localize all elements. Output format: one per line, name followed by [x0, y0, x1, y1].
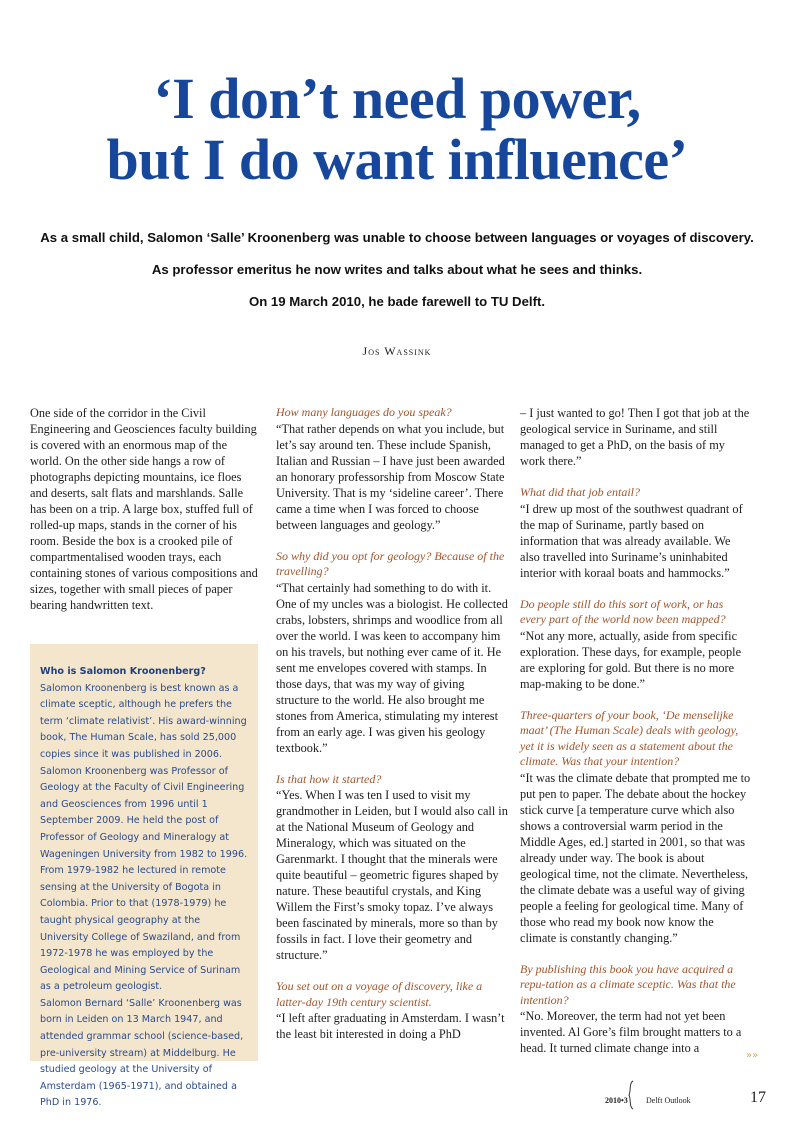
interview-question: Is that how it started?: [276, 771, 382, 786]
continue-marker: »»: [746, 1050, 759, 1061]
interview-answer: “I left after graduating in Amsterdam. I wasn’t the least bit interested in doing a PhD: [276, 1011, 505, 1041]
interview-question: Three-quarters of your book, ‘De menselijke maat’ (The Human Scale) deals with geology, yet it is widely seen as a statement about the climate. Was that your intention?: [520, 707, 739, 768]
sidebar-paragraph: Salomon Bernard ‘Salle’ Kroonenberg was born in Leiden on 13 March 1947, and attended grammar school (science-based, pre-university stream) at Middelburg. He studied geology at the University of Amsterdam (1965-1971), and obtained a PhD in 1976.: [40, 997, 244, 1109]
interview-question: So why did you opt for geology? Because of the travelling?: [276, 548, 505, 578]
headline-line-1: ‘I don’t need power,: [153, 66, 641, 131]
interview-question: What did that job entail?: [520, 485, 640, 499]
footer-issue: 2010•3: [605, 1096, 628, 1105]
page-number: 17: [750, 1089, 766, 1106]
interview-answer: “It was the climate debate that prompted me to put pen to paper. The debate about the hockey stick curve [a temperature curve which also shows a controversial warm period in the Middle Ages, ed.] started in 2001, so that was already under way. The book is about geological time, not the climate. Nevertheless, the climate debate was a useful way of giving people a feeling for geological time. Many of those who read my book now know the climate is constantly changing.”: [520, 770, 751, 945]
column-3: [520, 405, 752, 1056]
interview-question: Do people still do this sort of work, or has every part of the world now been mapped?: [520, 596, 726, 626]
column-2: [276, 405, 508, 1042]
interview-question: You set out on a voyage of discovery, like a latter-day 19th century scientist.: [276, 979, 483, 1009]
intro-line-1: As a small child, Salomon ‘Salle’ Kroonenberg was unable to choose between languages or voyages of discovery.: [40, 230, 754, 245]
interview-question: By publishing this book you have acquired a repu-tation as a climate sceptic. Was that the intention?: [520, 961, 736, 1007]
interview-answer: – I just wanted to go! Then I got that job at the geological service in Suriname, and still managed to get a PhD, on the basis of my work there.”: [520, 406, 750, 468]
footer-bracket-icon: [626, 1080, 636, 1110]
interview-answer: “That certainly had something to do with it. One of my uncles was a biologist. He collected crabs, lobsters, shrimps and woodlice from all over the world. I was keen to accompany him on his travels, but nothing ever came of it. He sent me envelopes covered with stamps. In those days, that was my way of giving structure to the world. He also brought me stones from America, stimulating my interest from an early age. I was given his geology textbook.”: [276, 580, 508, 755]
interview-answer: “Yes. When I was ten I used to visit my grandmother in Leiden, but I would also call in at the National Museum of Geology and Mineralogy, which was situated on the Garenmarkt. I thought that the minerals were quite beautiful – geometric figures shaped by nature. These beautiful crystals, and King Willem the First’s smoky topaz. I’ve always been fascinated by minerals, more so than by fossils in fact. I love their geometry and structure.”: [276, 788, 508, 962]
interview-question: How many languages do you speak?: [276, 405, 452, 419]
bio-sidebar: [30, 644, 258, 1109]
intro-line-3: On 19 March 2010, he bade farewell to TU Delft.: [248, 294, 546, 309]
column-1: [30, 405, 260, 613]
lead-paragraph: One side of the corridor in the Civil Engineering and Geosciences faculty building is covered with an enormous map of the world. On the other side hangs a row of photographs depicting mountains, ice floes and deserts, salt flats and marshlands. Salle has been on a trip. A large box, stuffed full of rolled-up maps, stands in the corner of his room. Beside the box is a crooked pile of compartmentalised wooden trays, each containing stones of various compositions and sizes, together with small pieces of paper bearing handwritten text.: [30, 406, 258, 612]
sidebar-title: Who is Salomon Kroonenberg?: [40, 666, 206, 677]
headline-line-2: but I do want influence’: [106, 127, 688, 192]
interview-answer: “No. Moreover, the term had not yet been invented. Al Gore’s film brought matters to a head. It turned climate change into a: [520, 1009, 742, 1055]
interview-answer: “That rather depends on what you include, but let’s say around ten. These include Spanish, Italian and Russian – I have just been awarded an honorary professorship from Moscow State University. That is my ‘sideline career’. There came a time when I was forced to choose between languages and geology.”: [276, 421, 505, 532]
interview-answer: “I drew up most of the southwest quadrant of the map of Suriname, partly based on information that was already available. We also travelled into Suriname’s uninhabited interior with koraal boats and hammocks.”: [520, 501, 743, 580]
article-headline: [0, 68, 794, 190]
footer-publication: Delft Outlook: [646, 1096, 691, 1105]
intro-line-2: As professor emeritus he now writes and talks about what he sees and thinks.: [151, 262, 643, 277]
author-byline: Jos Wassink: [362, 344, 432, 358]
interview-answer: “Not any more, actually, aside from specific exploration. These days, for example, people are exploring for gold. But there is no more map-making to be done.”: [520, 628, 742, 691]
sidebar-paragraph: Salomon Kroonenberg was Professor of Geology at the Faculty of Civil Engineering and Geosciences from 1996 until 1 September 2009. He held the post of Professor of Geology and Mineralogy at Wageningen University from 1982 to 1996. From 1979-1982 he lectured in remote sensing at the University of Bogota in Colombia. Prior to that (1978-1979) he taught physical geography at the University College of Swaziland, and from 1972-1978 he was employed by the Geological and Mining Service of Surinam as a petroleum geologist.: [40, 765, 248, 993]
sidebar-paragraph: Salomon Kroonenberg is best known as a climate sceptic, although he prefers the term ‘climate relativist’. His award-winning book, The Human Scale, has sold 25,000 copies since it was published in 2006.: [40, 682, 247, 760]
